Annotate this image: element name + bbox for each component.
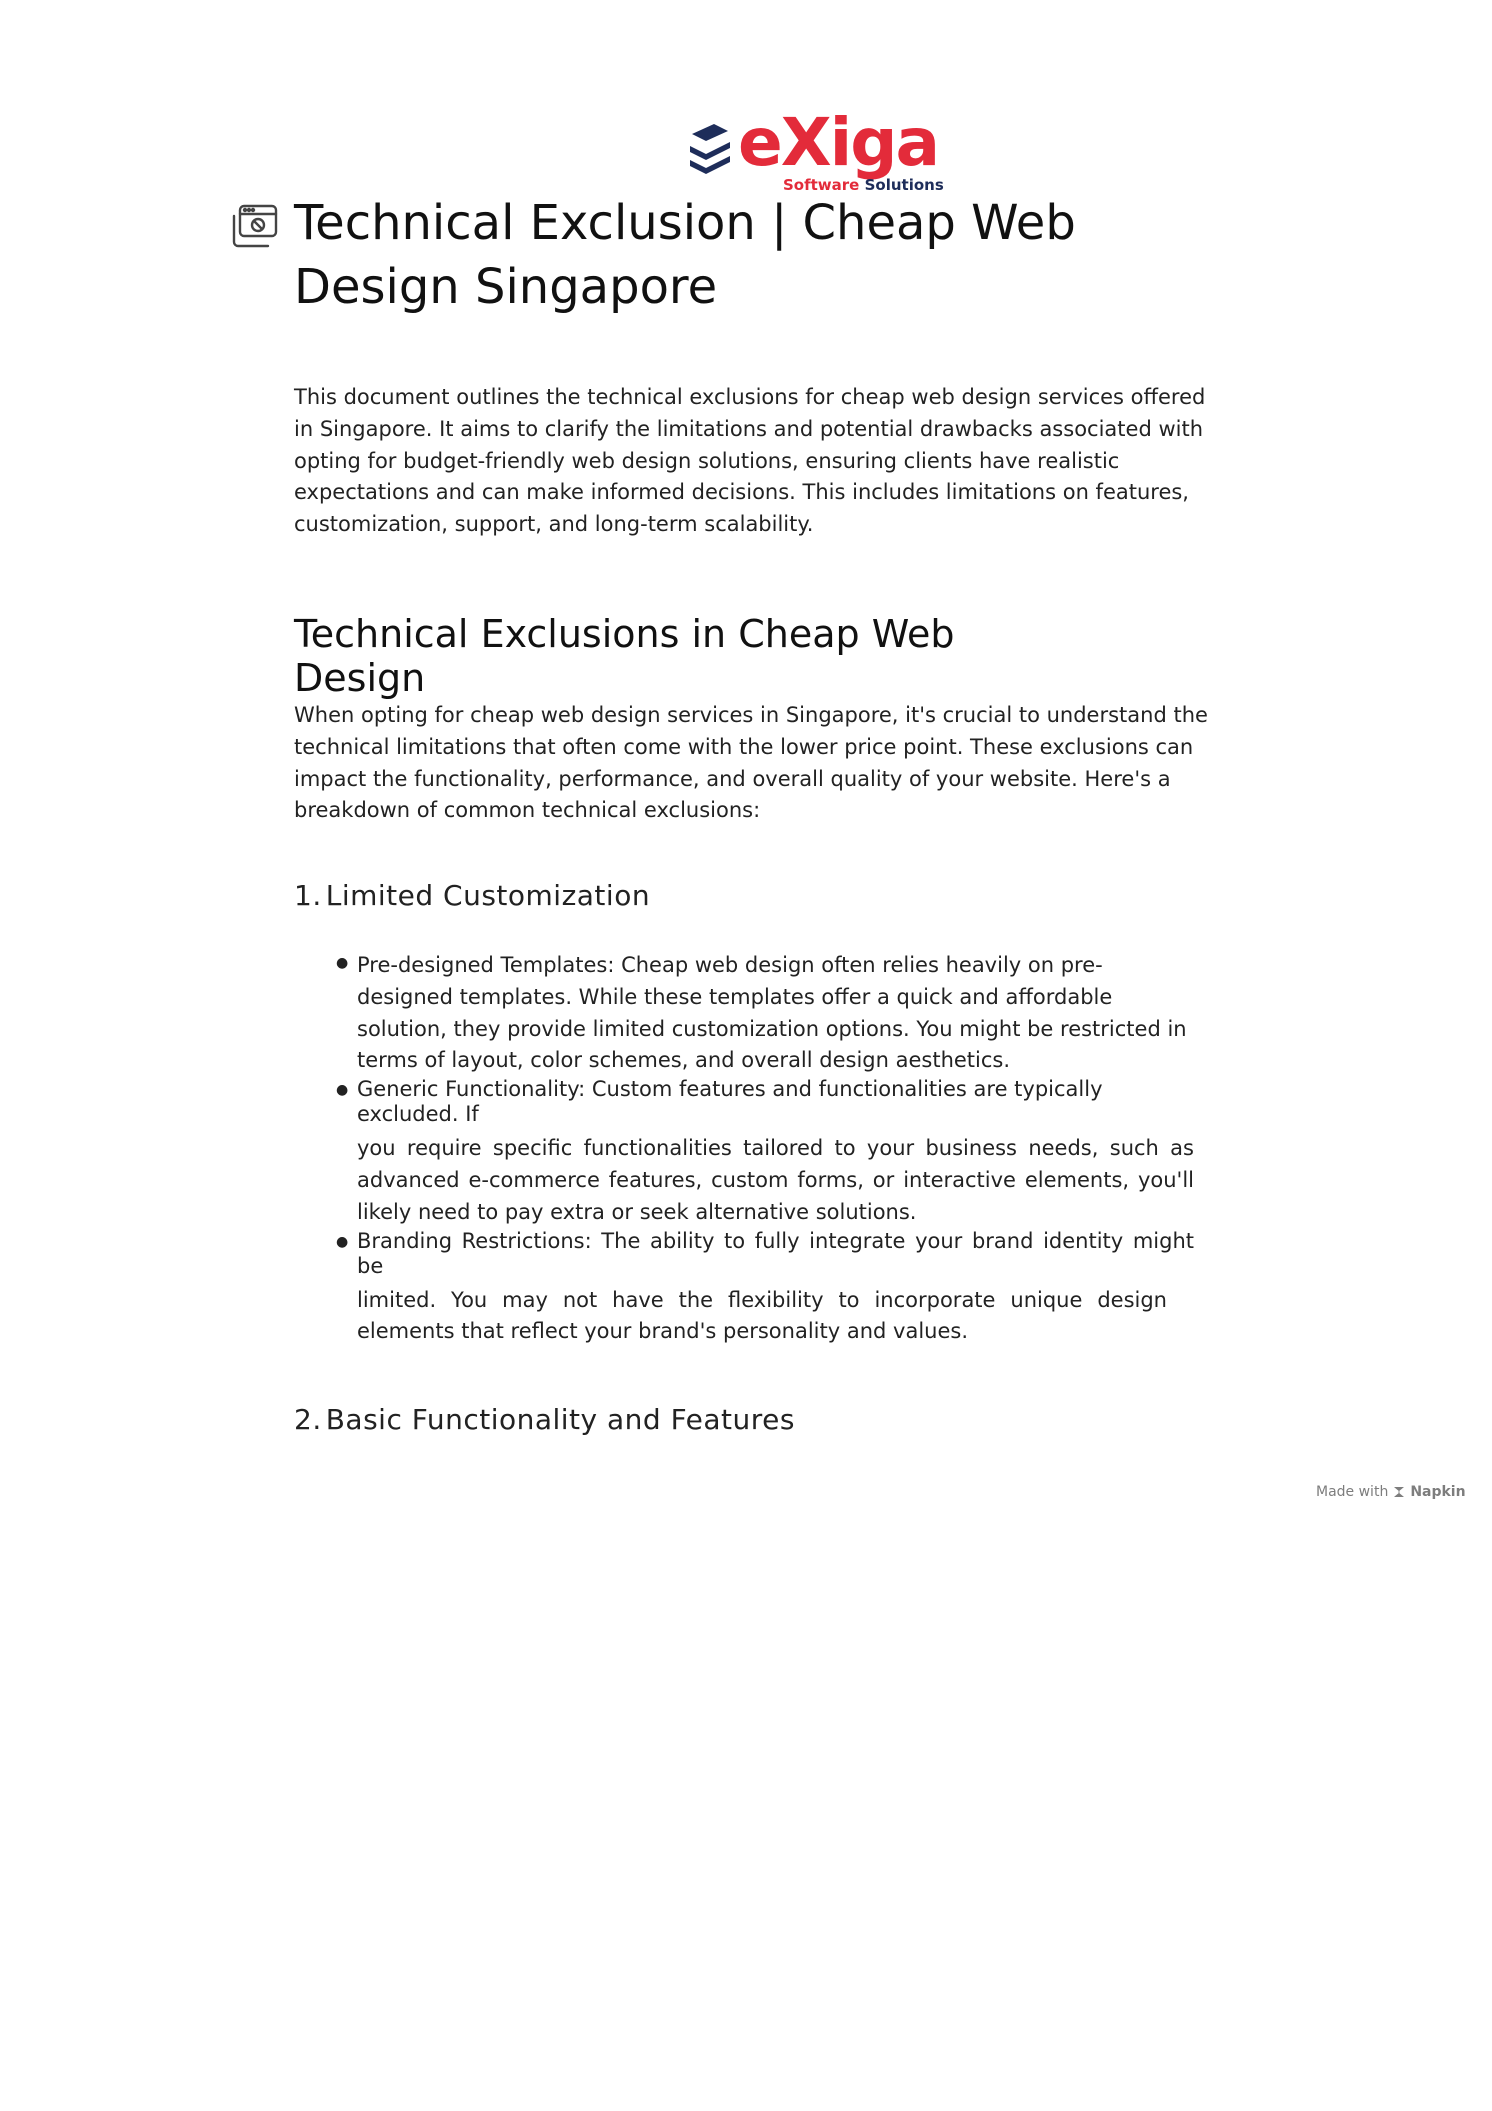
bullet-text-continued: you require specific functionalities tailored to your business needs, such as advanced e-commerce features, custom forms, or interactive elements, you'll likely need to pay extra or seek alternative solutions. [357, 1136, 1194, 1224]
bullet-text-continued: limited. You may not have the flexibility to incorporate unique design elements that reflect your brand's personality and values. [357, 1287, 1167, 1344]
made-with-label: Made with [1316, 1484, 1389, 1500]
bullet-icon: ● [336, 1082, 349, 1099]
subsection-number: 1. [294, 879, 322, 912]
subsection-heading-1 [294, 878, 650, 914]
napkin-logo-icon [1392, 1485, 1406, 1499]
logo-tagline-solutions: Solutions [864, 176, 944, 194]
subsection-title: Limited Customization [325, 879, 651, 912]
bullet-icon: ● [336, 955, 349, 971]
bullet-icon: ● [336, 1233, 349, 1250]
subsection-number: 2. [294, 1403, 322, 1436]
bullet-text: Branding Restrictions: The ability to fully integrate your brand identity might be [357, 1228, 1194, 1278]
bullet-text: Pre-designed Templates: Cheap web design often relies heavily on pre-designed templates. While these templates offer a quick and affordable solution, they provide limited customization options. You might be restricted in terms of layout, color schemes, and overall design aesthetics. [357, 953, 1187, 1073]
bullet-list [294, 950, 1194, 1348]
bullet-text: Generic Functionality: Custom features and functionalities are typically excluded. If [357, 1077, 1103, 1127]
section-paragraph: When opting for cheap web design services in Singapore, it's crucial to understand the technical limitations that often come with the lower price point. These exclusions can impact the functionality, performance, and overall quality of your website. Here's a breakdown of common technical exclusions: [294, 703, 1208, 823]
stacked-layers-icon [688, 120, 736, 178]
list-item [294, 950, 1194, 1077]
page-title: Technical Exclusion | Cheap Web Design Singapore [294, 195, 1076, 315]
subsection-heading-2 [294, 1402, 795, 1438]
blocked-browser-window-icon [230, 204, 278, 248]
company-logo [688, 100, 944, 196]
section-heading: Technical Exclusions in Cheap Web Design [294, 612, 955, 700]
logo-wordmark: eXiga [738, 104, 939, 181]
logo-tagline-software: Software [783, 176, 860, 194]
subsection-title: Basic Functionality and Features [325, 1403, 795, 1436]
list-item [294, 1077, 1194, 1228]
list-item [294, 1229, 1194, 1349]
napkin-brand: Napkin [1410, 1484, 1466, 1500]
intro-paragraph: This document outlines the technical exclusions for cheap web design services offered in Singapore. It aims to clarify the limitations and potential drawbacks associated with opting for budget-friendly web design solutions, ensuring clients have realistic expectations and can make informed decisions. This includes limitations on features, customization, support, and long-term scalability. [294, 385, 1206, 537]
made-with-napkin-badge [1316, 1484, 1466, 1500]
